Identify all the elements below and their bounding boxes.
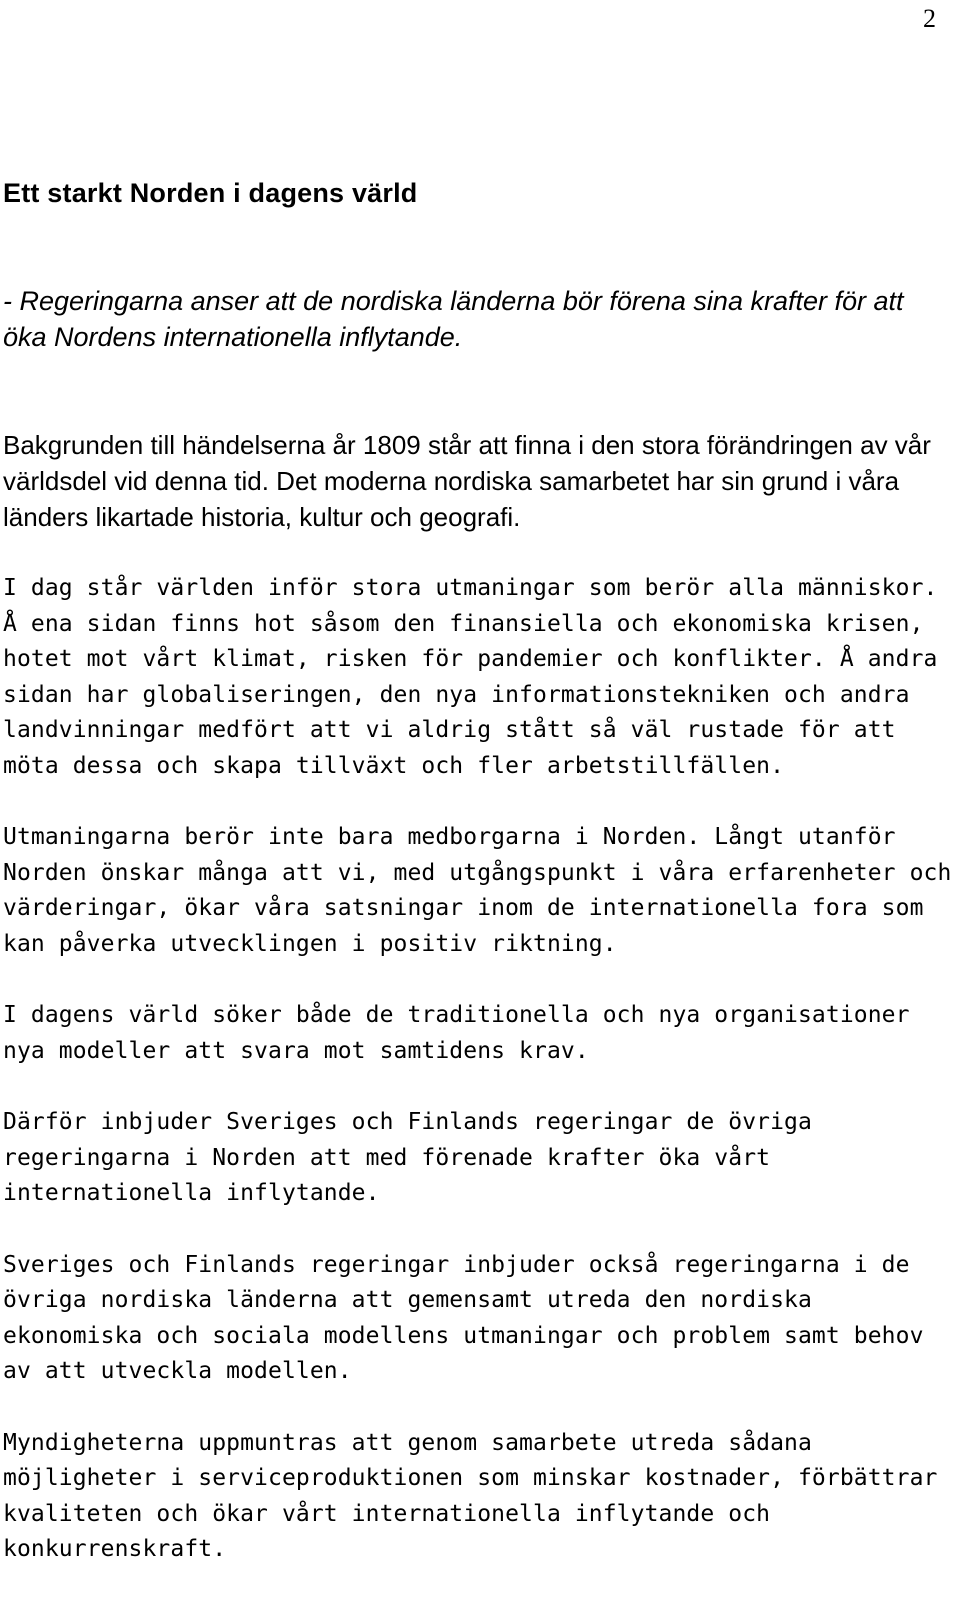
- paragraph-beyond-norden: Utmaningarna berör inte bara medborgarna i Norden. Långt utanför Norden önskar många att vi, med utgångspunkt i våra erfarenheter och värderingar, ökar våra satsningar inom de internationella fora som kan påverka utvecklingen i positiv riktning.: [3, 824, 952, 957]
- paragraph-invitation: Därför inbjuder Sveriges och Finlands regeringar de övriga regeringarna i Norden att med förenade krafter öka vårt internationella inflytande.: [3, 1109, 812, 1206]
- document-title: Ett starkt Norden i dagens värld: [3, 178, 418, 208]
- paragraph-nordic-model: Sveriges och Finlands regeringar inbjuder också regeringarna i de övriga nordiska länderna att gemensamt utreda den nordiska ekonomiska och sociala modellens utmaningar och problem samt behov av att utveckla modellen.: [3, 1251, 924, 1384]
- paragraph-challenges: I dag står världen inför stora utmaningar som berör alla människor. Å ena sidan finns hot såsom den finansiella och ekonomiska krisen, hotet mot vårt klimat, risken för pandemier och konflikter. Å andra sidan har globaliseringen, den nya informationstekniken och andra landvinningar medfört att vi aldrig stått så väl rustade för att möta dessa och skapa tillväxt och fler arbetstillfällen.: [3, 575, 938, 779]
- paragraph-organisations: I dagens värld söker både de traditionella och nya organisationer nya modeller att svara mot samtidens krav.: [3, 1002, 910, 1064]
- paragraph-background: Bakgrunden till händelserna år 1809 står att finna i den stora förändringen av vår världsdel vid denna tid. Det moderna nordiska samarbetet har sin grund i våra länders likartade historia, kultur och geografi.: [3, 430, 931, 532]
- document-body: [3, 175, 953, 1568]
- document-subtitle: - Regeringarna anser att de nordiska länderna bör förena sina krafter för att öka Nordens internationella inflytande.: [3, 286, 904, 352]
- page-number: 2: [923, 4, 936, 33]
- paragraph-authorities: Myndigheterna uppmuntras att genom samarbete utreda sådana möjligheter i serviceproduktionen som minskar kostnader, förbättrar kvaliteten och ökar vårt internationella inflytande och konkurrenskraft.: [3, 1429, 938, 1562]
